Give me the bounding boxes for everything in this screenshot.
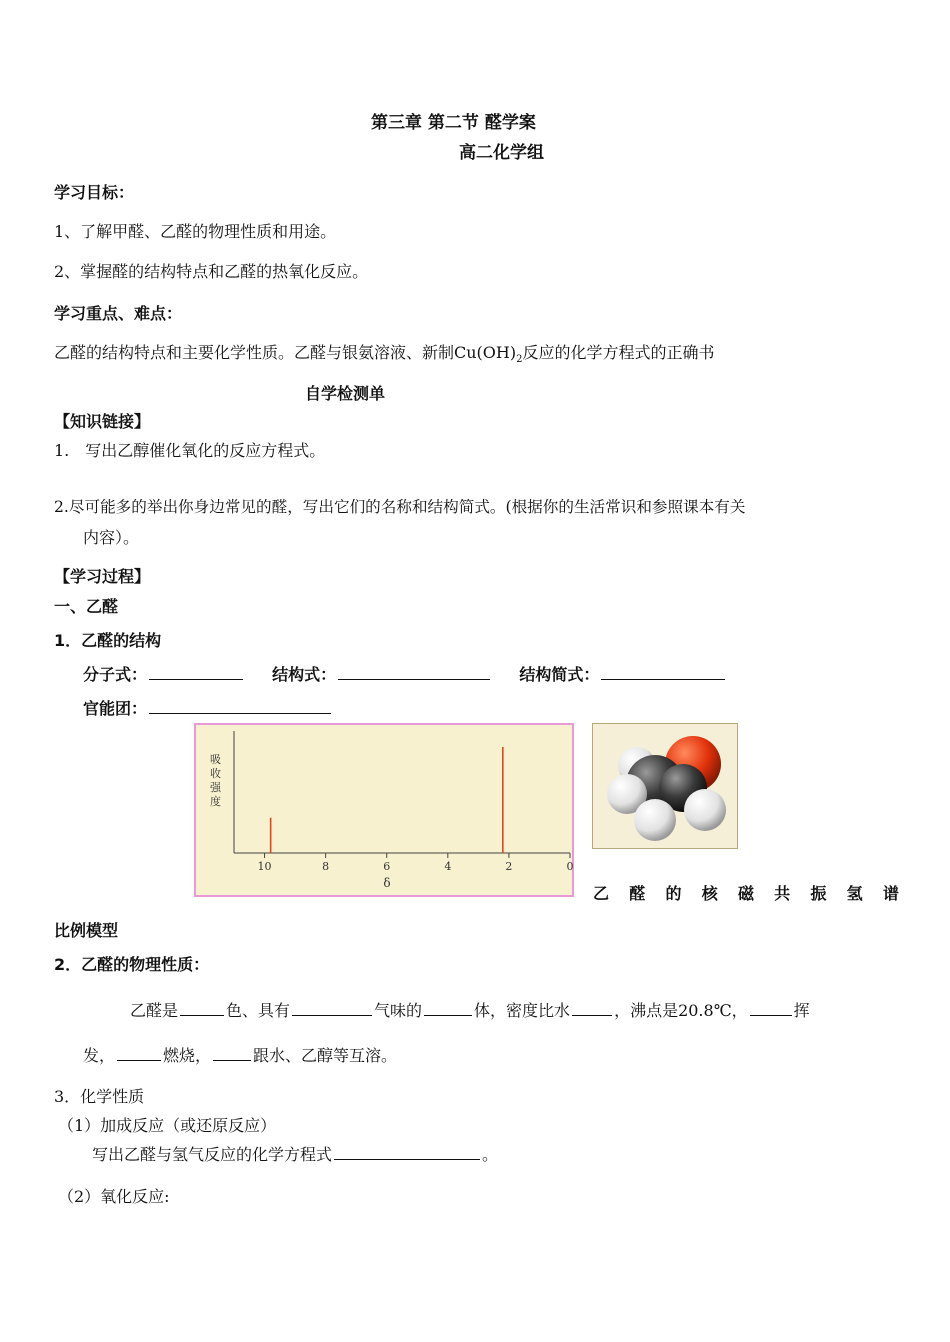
physical-text-d: 体，密度比水 (474, 1001, 571, 1020)
question-1: 1. 写出乙醇催化氧化的反应方程式。 (54, 441, 326, 460)
question-2-line2: 内容）。 (83, 528, 140, 547)
goal-item-2: 2、掌握醛的结构特点和乙醛的热氧化反应。 (54, 262, 369, 281)
caption-char: 氢 (846, 884, 863, 903)
y-axis-label-char-4: 度 (210, 795, 221, 808)
odor-blank[interactable] (292, 999, 372, 1016)
formula-row (83, 662, 727, 685)
caption-char: 磁 (737, 884, 754, 903)
y-axis-label-char-1: 吸 (210, 753, 221, 766)
flammability-blank[interactable] (117, 1044, 161, 1061)
x-tick-label: 4 (444, 860, 452, 873)
physical-line1 (130, 998, 810, 1021)
addition-reaction-end: 。 (482, 1145, 499, 1164)
hydrogen-atom-3 (684, 789, 726, 831)
color-blank[interactable] (180, 999, 224, 1016)
condensed-formula-blank[interactable] (601, 663, 725, 680)
physical-text-f: 挥 (793, 1001, 810, 1020)
x-tick-label: 2 (505, 860, 513, 873)
solubility-blank[interactable] (213, 1044, 251, 1061)
condensed-formula-label: 结构简式： (519, 665, 600, 684)
addition-reaction-prompt (92, 1142, 498, 1165)
caption-char: 醛 (629, 884, 646, 903)
x-tick-label: 0 (566, 860, 574, 873)
chemical-heading: 3．化学性质 (54, 1087, 145, 1106)
goals-heading: 学习目标： (54, 183, 135, 202)
key-points-sub: 2 (516, 354, 523, 366)
section-acetaldehyde: 一、乙醛 (54, 597, 119, 616)
nmr-spectrum-chart (196, 725, 572, 895)
y-axis-label-char-3: 强 (210, 781, 221, 794)
page-subtitle: 高二化学组 (459, 143, 544, 163)
figure-caption (593, 881, 899, 904)
structural-formula-label: 结构式： (272, 665, 337, 684)
oxidation-reaction-heading: （2）氧化反应: (58, 1187, 170, 1206)
state-blank[interactable] (424, 999, 472, 1016)
x-tick-label: 8 (322, 860, 330, 873)
physical-heading: 2．乙醛的物理性质： (54, 955, 210, 974)
x-axis-label: δ (383, 876, 391, 890)
physical-text-h: 燃烧， (163, 1046, 212, 1065)
key-points-text-a: 乙醛的结构特点和主要化学性质。乙醛与银氨溶液、新制Cu(OH) (54, 343, 517, 362)
molecular-formula-blank[interactable] (149, 663, 243, 680)
physical-text-b: 色、具有 (226, 1001, 291, 1020)
knowledge-link-heading: 【知识链接】 (54, 412, 151, 431)
key-points-text-b: 反应的化学方程式的正确书 (522, 343, 715, 362)
volatility-blank[interactable] (750, 999, 792, 1016)
structure-heading: 1．乙醛的结构 (54, 631, 162, 650)
caption-char: 乙 (593, 884, 610, 903)
addition-reaction-heading: （1）加成反应（或还原反应） (58, 1116, 277, 1135)
x-tick-label: 10 (257, 860, 272, 873)
addition-reaction-text: 写出乙醛与氢气反应的化学方程式 (92, 1145, 333, 1164)
physical-text-a: 乙醛是 (130, 1001, 179, 1020)
acetaldehyde-model-image (593, 724, 737, 848)
space-filling-model-figure (592, 723, 738, 849)
functional-group-blank[interactable] (149, 697, 331, 714)
goal-item-1: 1、了解甲醛、乙醛的物理性质和用途。 (54, 222, 337, 241)
key-points-text (54, 340, 715, 365)
physical-text-i: 跟水、乙醇等互溶。 (253, 1046, 398, 1065)
molecular-formula-label: 分子式： (83, 665, 148, 684)
caption-char: 核 (701, 884, 718, 903)
structural-formula-blank[interactable] (338, 663, 490, 680)
key-points-heading: 学习重点、难点： (54, 304, 183, 323)
physical-text-e: ，沸点是20.8℃， (614, 1001, 748, 1020)
physical-line2 (83, 1043, 397, 1066)
self-test-heading: 自学检测单 (305, 384, 386, 403)
functional-group-row (83, 696, 333, 719)
caption-char: 共 (774, 884, 791, 903)
equation-blank[interactable] (334, 1143, 480, 1160)
question-2-line1: 2.尽可能多的举出你身边常见的醛，写出它们的名称和结构简式。(根据你的生活常识和参照课本有关 (54, 498, 746, 516)
caption-char: 的 (665, 884, 682, 903)
process-heading: 【学习过程】 (54, 567, 151, 586)
nmr-spectrum-figure (194, 723, 574, 897)
physical-text-c: 气味的 (374, 1001, 423, 1020)
page-title: 第三章 第二节 醛学案 (371, 113, 536, 133)
caption-char: 振 (810, 884, 827, 903)
x-tick-label: 6 (383, 860, 391, 873)
physical-text-g: 发， (83, 1046, 116, 1065)
caption-char: 谱 (882, 884, 899, 903)
functional-group-label: 官能团： (83, 699, 148, 718)
figure-caption-line2: 比例模型 (54, 921, 119, 940)
density-blank[interactable] (572, 999, 612, 1016)
y-axis-label-char-2: 收 (210, 767, 221, 780)
hydrogen-atom-2 (634, 799, 676, 841)
